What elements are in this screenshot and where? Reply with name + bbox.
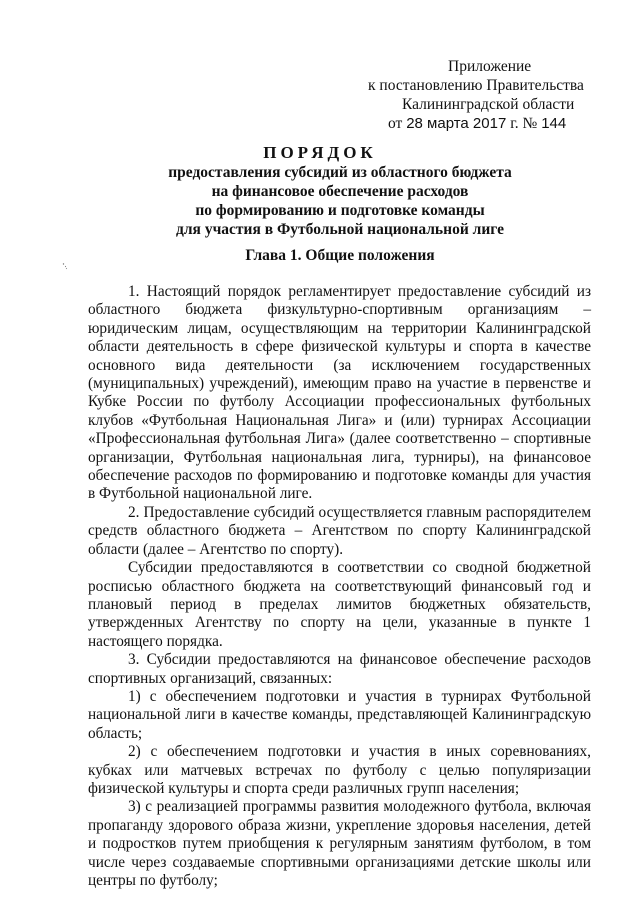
date-prefix: от [388, 115, 403, 132]
scan-speck [62, 262, 68, 270]
appendix-label: Приложение [448, 58, 532, 75]
paragraph: 3. Субсидии предоставляются на финансовое обеспечение расходов спортивных организаций, связанных: [88, 651, 591, 687]
paragraph: Субсидии предоставляются в соответствии со сводной бюджетной росписью областного бюджета на соответствующий финансовый год и плановый период в пределах лимитов бюджетных обязательств, утвержденных Агентству по спорту на цели, указанные в пункте 1 настоящего порядка. [88, 559, 591, 650]
appendix-resolution: к постановлению Правительства [368, 77, 584, 94]
document-subtitle [0, 163, 640, 239]
paragraph: 1) с обеспечением подготовки и участия в турнирах Футбольной национальной лиги в качестве команды, представляющей Калининградскую область; [88, 687, 591, 742]
appendix-block [368, 57, 630, 133]
appendix-region: Калининградской области [402, 96, 575, 113]
paragraph: 2) с обеспечением подготовки и участия в иных соревнованиях, кубках или матчевых встречах по футболу с целью популяризации физической культуры и спорта среди различных групп населения; [88, 743, 591, 797]
paragraph: 1. Настоящий порядок регламентирует предоставление субсидий из областного бюджета физкультурно-спортивным организациям – юридическим лицам, осуществляющим на территории Калининградской области деятельность в сфере физической культуры и спорта в качестве основного вида деятельности (за исключением государственных (муниципальных) учреждений), имеющим право на участие в первенстве и Кубке России по футболу Ассоциации профессиональных футбольных клубов «Футбольная Национальная Лига» и (или) турнирах Ассоциации «Профессиональная футбольная Лига» (далее соответственно – спортивные организации, Футбольная национальная лига, турниры), на финансовое обеспечение расходов по формированию и подготовке команды для участия в Футбольной национальной лиге. [88, 283, 591, 503]
paragraph: 2. Предоставление субсидий осуществляется главным распорядителем средств областного бюджета – Агентством по спорту Калининградской области (далее – Агентство по спорту). [88, 503, 591, 558]
document-body [88, 283, 591, 890]
subtitle-line: по формированию и подготовке команды [195, 202, 485, 219]
subtitle-line: предоставления субсидий из областного бюджета [168, 164, 512, 181]
subtitle-line: для участия в Футбольной национальной лиге [176, 221, 504, 238]
resolution-number: 144 [541, 115, 567, 132]
date-value: 28 марта 2017 [406, 115, 507, 132]
appendix-date-line [388, 114, 630, 133]
document-title: ПОРЯДОК [263, 143, 377, 162]
paragraph: 3) с реализацией программы развития молодежного футбола, включая пропаганду здорового образа жизни, укрепление здоровья населения, детей и подростков путем приобщения к регулярным занятиям футболом, в том числе через создаваемые спортивными организациями детские школы или центры по футболу; [88, 798, 591, 889]
date-suffix: г. № [510, 115, 538, 132]
subtitle-line: на финансовое обеспечение расходов [211, 183, 469, 200]
chapter-heading: Глава 1. Общие положения [245, 247, 435, 264]
